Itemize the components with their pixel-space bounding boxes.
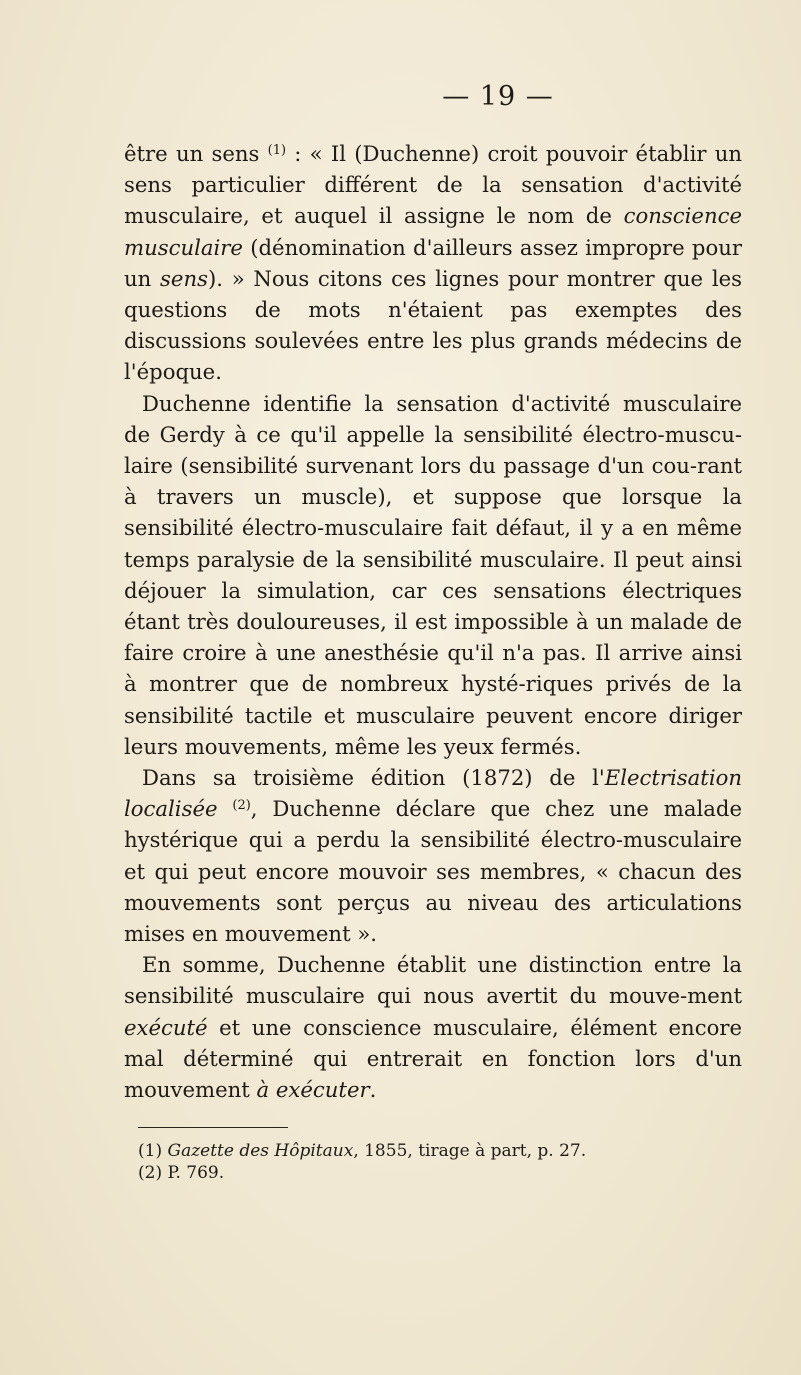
italic-text: conscience musculaire <box>124 203 742 260</box>
text-run: (dénomination d'ailleurs assez impropre pour un <box>124 234 742 291</box>
text-run: : « Il (Duchenne) croit pouvoir établir un sens particulier différent de la sensation d'activité musculaire, et auquel il assigne le nom de <box>124 141 742 229</box>
text-run: ). » Nous citons ces lignes pour montrer que les questions de mots n'étaient pas exemptes des discussions soulevées entre les plus grands médecins de l'époque. <box>124 265 743 385</box>
italic-text: Electrisation localisée <box>124 765 742 822</box>
text-run: Dans sa troisième édition (1872) de l' <box>142 765 605 791</box>
page-number: — 19 — <box>442 81 554 112</box>
body-text <box>124 138 742 1105</box>
text-run: , 1855, tirage à part, p. 27. <box>353 1141 587 1162</box>
text-run: . <box>369 1077 377 1103</box>
italic-text: sens <box>160 265 208 291</box>
text-run: , Duchenne déclare que chez une malade hystérique qui a perdu la sensibilité électro-musculaire et qui peut encore mouvoir ses membres, « chacun des mouvements sont perçus au niveau des articulations mises en mouvement ». <box>124 796 742 947</box>
footnotes <box>124 1140 742 1184</box>
text-run: (1) <box>138 1141 168 1162</box>
text-run: (2) P. 769. <box>138 1163 225 1184</box>
paragraph <box>124 388 742 762</box>
italic-text: Gazette des Hôpitaux <box>167 1141 354 1162</box>
text-run: être un sens <box>124 141 268 166</box>
footnote <box>138 1162 742 1184</box>
italic-text: à exécuter <box>256 1077 370 1103</box>
text-run: En somme, Duchenne établit une distinction entre la sensibilité musculaire qui nous avertit du mouve-ment <box>124 952 742 1009</box>
document-page <box>124 82 742 1184</box>
paragraph <box>124 949 742 1105</box>
footnote <box>138 1140 742 1162</box>
italic-text: exécuté <box>124 1014 208 1040</box>
footnote-reference: (2) <box>232 798 251 814</box>
paragraph <box>124 762 742 949</box>
text-run: Duchenne identifie la sensation d'activité musculaire de Gerdy à ce qu'il appelle la sensibilité électro-muscu-laire (sensibilité survenant lors du passage d'un cou-rant à travers un muscle), et suppose que lorsque la sensibilité électro-musculaire fait défaut, il y a en même temps paralysie de la sensibilité musculaire. Il peut ainsi déjouer la simulation, car ces sensations électriques étant très douloureuses, il est impossible à un malade de faire croire à une anesthésie qu'il n'a pas. Il arrive ainsi à montrer que de nombreux hysté-riques privés de la sensibilité tactile et musculaire peuvent encore diriger leurs mouvements, même les yeux fermés. <box>124 390 742 759</box>
footnote-divider <box>138 1127 288 1128</box>
footnote-reference: (1) <box>267 143 287 158</box>
text-run <box>218 796 233 821</box>
paragraph <box>124 138 742 388</box>
text-run: et une conscience musculaire, élément encore mal déterminé qui entrerait en fonction lors d'un mouvement <box>124 1014 742 1103</box>
